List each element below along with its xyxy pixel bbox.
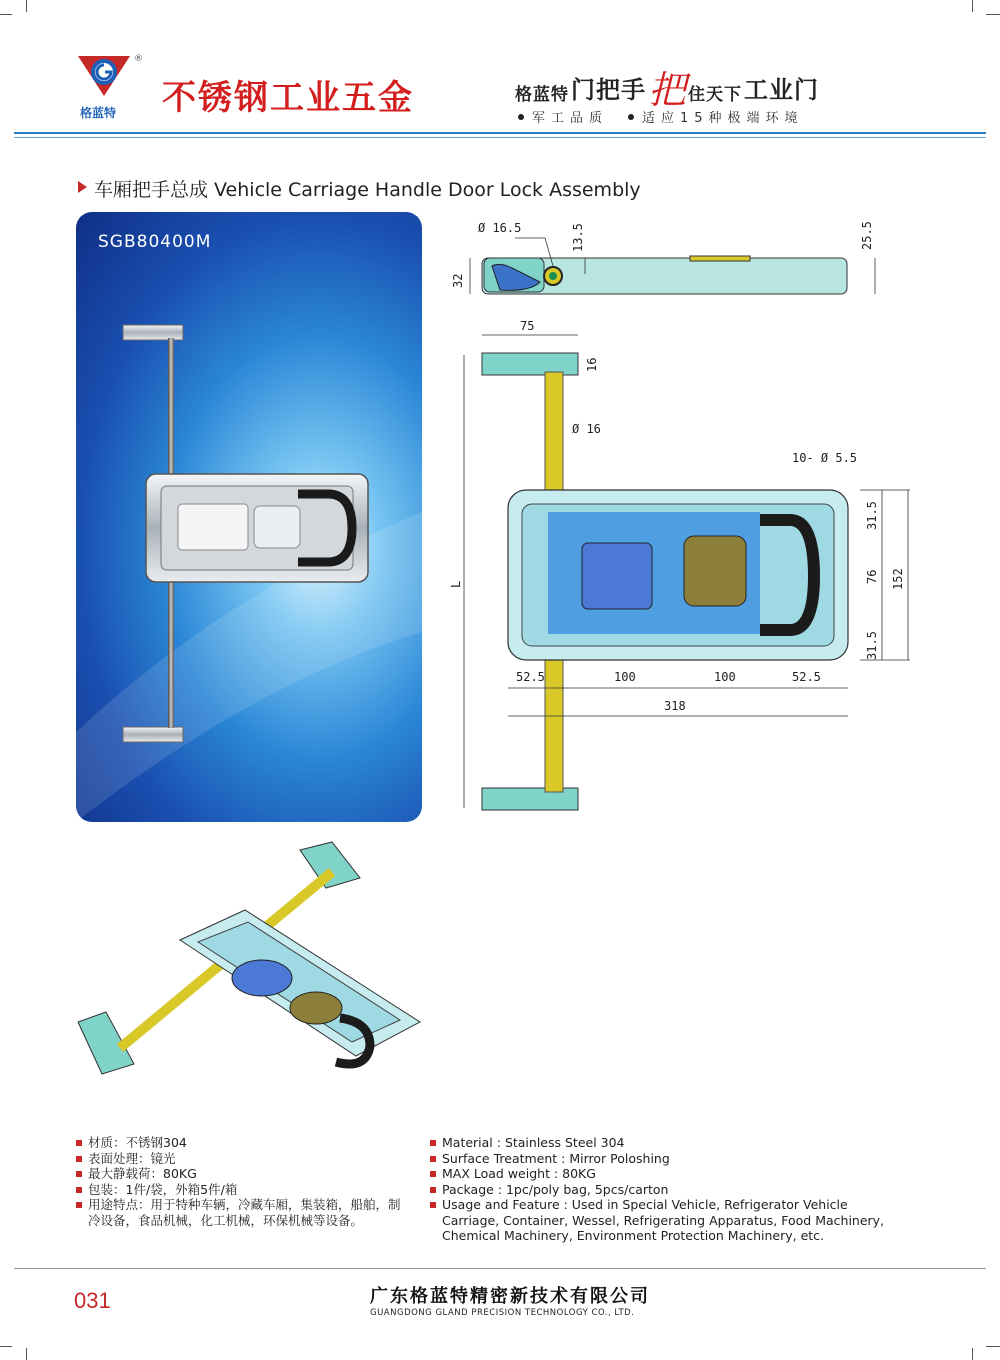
crop-mark — [0, 14, 12, 15]
section-title: 车厢把手总成 Vehicle Carriage Handle Door Lock Assembly — [94, 179, 641, 201]
slogan-part2: 门把手 — [571, 76, 646, 104]
dim-100-left: 100 — [614, 670, 636, 684]
dim-25-5: 25.5 — [860, 221, 874, 250]
dim-rod: Ø 16 — [572, 422, 601, 436]
slogan-calligraphy: 把 — [648, 68, 687, 112]
dim-L: L — [449, 580, 463, 588]
page-number: 031 — [74, 1288, 111, 1313]
side-view — [470, 238, 875, 294]
spec-cn-surface: 表面处理：镜光 — [76, 1151, 406, 1167]
crop-mark — [986, 1346, 1000, 1347]
technical-drawing — [430, 205, 905, 820]
spec-cn-usage: 用途特点：用于特种车辆，冷藏车厢，集装箱，船舶，制冷设备，食品机械，化工机械，环保机械等设备。 — [76, 1197, 406, 1228]
spec-en-material: Material : Stainless Steel 304 — [430, 1135, 900, 1151]
dim-holes: 10- Ø 5.5 — [792, 451, 858, 465]
header-divider — [14, 132, 986, 134]
dim-100-right: 100 — [714, 670, 736, 684]
model-number: SGB80400M — [98, 232, 212, 252]
specs-en — [430, 1135, 900, 1244]
header-divider-thin — [14, 137, 986, 138]
dim-318: 318 — [664, 699, 686, 713]
dim-75: 75 — [520, 319, 535, 333]
spec-en-load: MAX Load weight : 80KG — [430, 1166, 900, 1182]
spec-en-package: Package : 1pc/poly bag, 5pcs/carton — [430, 1182, 900, 1198]
logo-text: 格蓝特 — [80, 106, 117, 120]
dim-32: 32 — [451, 273, 465, 288]
slogan-part3: 住天下 — [688, 85, 743, 105]
bullet-icon — [518, 114, 524, 120]
spec-cn-load: 最大静载荷：80KG — [76, 1166, 406, 1182]
spec-en-surface: Surface Treatment : Mirror Poloshing — [430, 1151, 900, 1167]
company-name-cn: 广东格蓝特精密新技术有限公司 — [370, 1286, 650, 1307]
spec-cn-package: 包装：1件/袋，外箱5件/箱 — [76, 1182, 406, 1198]
specs-cn — [76, 1135, 406, 1228]
slogan — [515, 68, 820, 112]
crop-mark — [0, 1346, 12, 1347]
spec-cn-material: 材质：不锈钢304 — [76, 1135, 406, 1151]
footer-divider — [14, 1268, 986, 1269]
isometric-view — [70, 842, 440, 1114]
tagline-left: 军工品质 — [532, 111, 609, 126]
triangle-icon — [78, 181, 87, 193]
dim-13-5: 13.5 — [571, 223, 585, 252]
crop-mark — [26, 1348, 27, 1360]
crop-mark — [972, 1348, 973, 1360]
brand-logo — [74, 52, 134, 98]
company-name-en: GUANGDONG GLAND PRECISION TECHNOLOGY CO., LTD. — [370, 1308, 635, 1318]
crop-mark — [986, 14, 1000, 15]
brand-title: 不锈钢工业五金 — [162, 78, 414, 118]
product-photo — [76, 212, 422, 822]
slogan-part4: 工业门 — [744, 76, 820, 104]
dim-76: 76 — [865, 569, 879, 584]
tagline-right: 适应15种极端环境 — [642, 111, 804, 126]
dim-hole-top: Ø 16.5 — [478, 221, 522, 235]
dim-31-5-bottom: 31.5 — [865, 631, 879, 660]
tagline — [518, 107, 804, 126]
bullet-icon — [628, 114, 634, 120]
dim-31-5-top: 31.5 — [865, 501, 879, 530]
dim-16: 16 — [585, 357, 599, 372]
registered-mark: ® — [134, 54, 143, 64]
spec-en-usage: Usage and Feature : Used in Special Vehicle, Refrigerator Vehicle Carriage, Container, Wessel, Refrigerating Apparatus, Food Machinery, Chemical Machinery, Environment Protection Machinery, etc. — [430, 1197, 900, 1244]
front-view — [464, 335, 910, 810]
dim-52-5-right: 52.5 — [792, 670, 821, 684]
dim-52-5-left: 52.5 — [516, 670, 545, 684]
crop-mark — [972, 0, 973, 12]
slogan-part1: 格蓝特 — [515, 85, 569, 105]
dim-152: 152 — [891, 568, 905, 590]
crop-mark — [26, 0, 27, 12]
